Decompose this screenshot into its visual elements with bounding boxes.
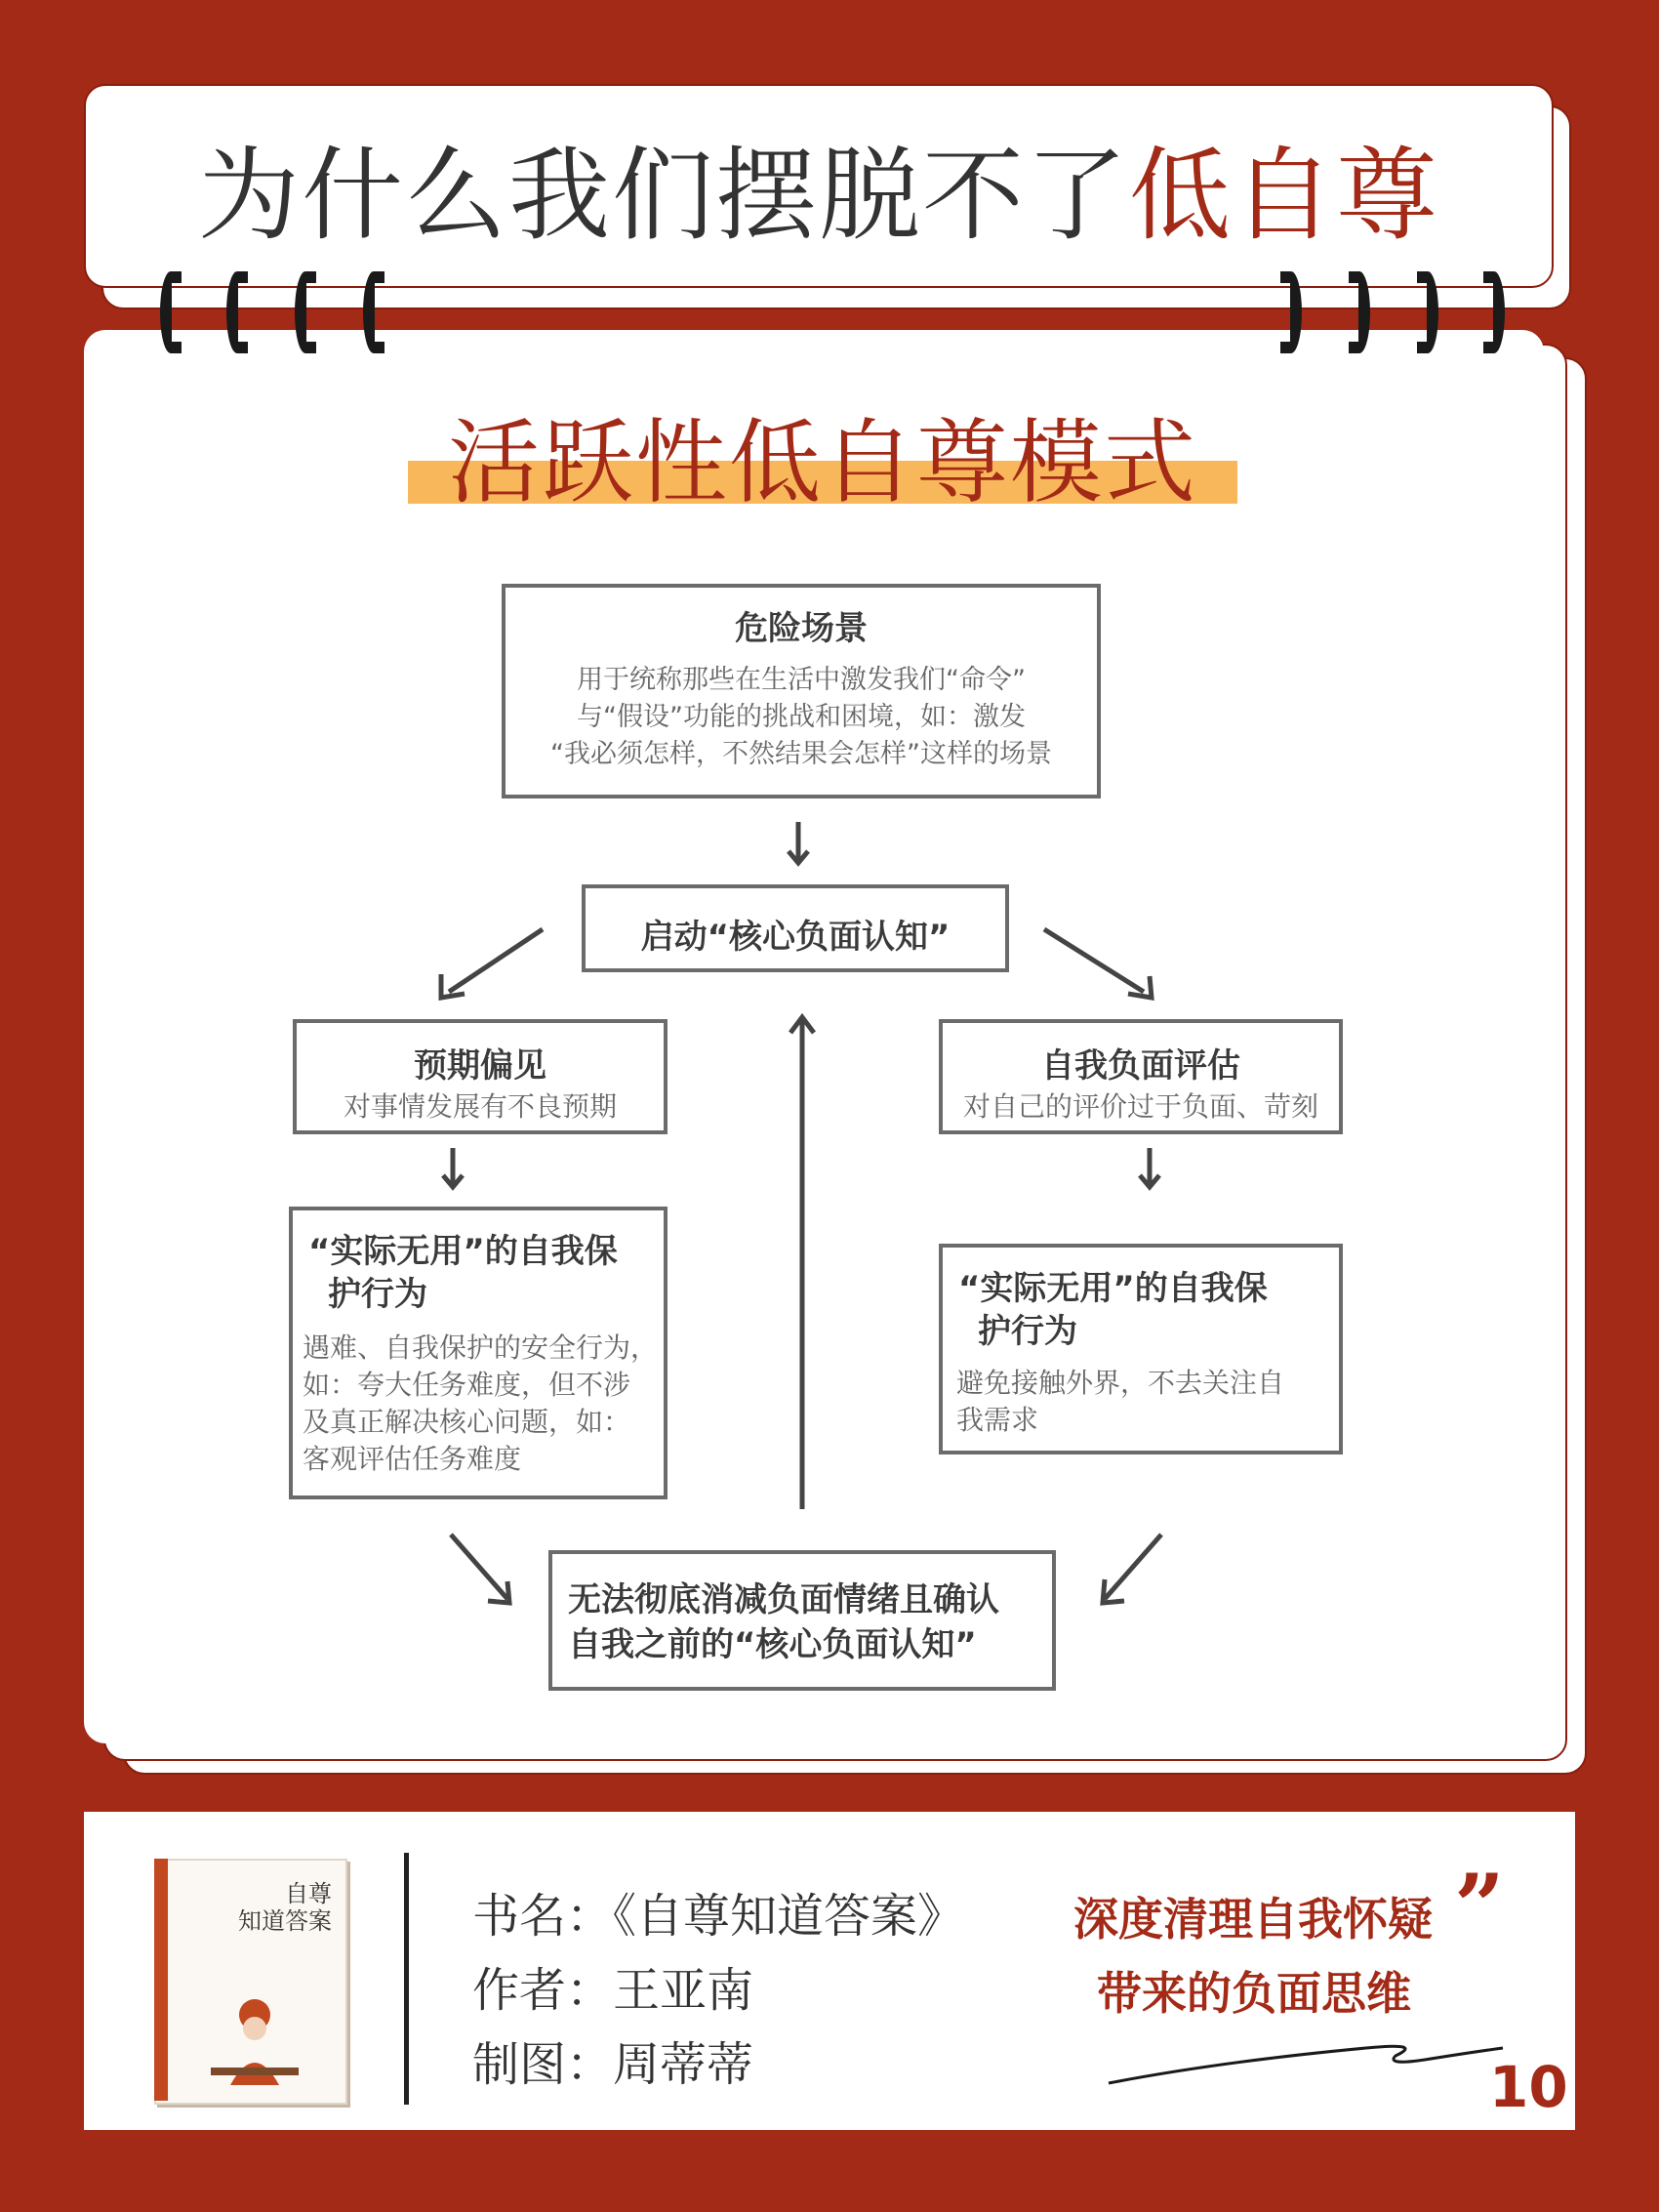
subtitle: 活跃性低自尊模式: [447, 410, 1197, 516]
box-bottom-confirm: [548, 1550, 1056, 1691]
box-danger-desc-line: 用于统称那些在生活中激发我们“命令”: [577, 665, 1026, 695]
box-danger-desc-line: “我必须怎样，不然结果会怎样”这样的场景: [550, 739, 1052, 769]
book-cover-title-line: 自尊: [285, 1880, 332, 1907]
box-danger-title: 危险场景: [735, 609, 868, 648]
book-author-line: 作者：王亚南: [472, 1963, 754, 2018]
page-number: 10: [1489, 2054, 1568, 2120]
title-main-text: 为什么我们摆脱不了: [197, 135, 1129, 255]
title-highlight-text: 低自尊: [1129, 135, 1440, 255]
arrow-core-to-right: [1044, 929, 1144, 992]
book-cover-spine: [154, 1859, 168, 2101]
quote-line-2: 带来的负面思维: [1097, 1967, 1411, 2020]
book-name-line: 书名：《自尊知道答案》: [472, 1889, 965, 1944]
box-core-cognition: [582, 884, 1009, 972]
book-chart-by-line: 制图：周蒂蒂: [472, 2037, 754, 2092]
book-cover-title: [215, 1880, 332, 1935]
box-self-negative-eval: [939, 1019, 1343, 1134]
vertical-divider: [404, 1853, 409, 2105]
box-core-title: 启动“核心负面认知”: [640, 918, 951, 957]
box-right2-title-line: “实际无用”的自我保: [958, 1269, 1268, 1308]
box-bottom-title-line: 自我之前的“核心负面认知”: [568, 1625, 977, 1664]
signature-swash: [1103, 2027, 1513, 2089]
box-right2-desc-line: 我需求: [956, 1404, 1039, 1436]
box-right1-title: 自我负面评估: [1041, 1046, 1240, 1086]
box-left1-title: 预期偏见: [414, 1046, 546, 1086]
box-left2-desc-line: 及真正解决核心问题，如：: [303, 1406, 631, 1438]
quote-line-1: 深度清理自我怀疑: [1073, 1893, 1433, 1946]
book-cover-title-line: 知道答案: [238, 1907, 332, 1935]
box-left2-desc-line: 如：夸大任务难度，但不涉: [303, 1369, 631, 1401]
box-expectation-bias: [293, 1019, 668, 1134]
box-useless-protection-right: [939, 1244, 1343, 1454]
quote-mark-icon: ”: [1454, 1855, 1505, 1958]
arrow-right2-to-bottom: [1105, 1535, 1161, 1599]
book-cover-illustration: [191, 1991, 318, 2089]
box-left2-title-line: 护行为: [328, 1275, 427, 1314]
box-left2-desc-line: 遇难、自我保护的安全行为，: [303, 1331, 659, 1364]
box-danger-desc-line: 与“假设”功能的挑战和困境，如：激发: [577, 702, 1026, 732]
box-right1-desc: 对自己的评价过于负面、苛刻: [962, 1090, 1318, 1123]
box-bottom-title-line: 无法彻底消减负面情绪且确认: [568, 1580, 999, 1619]
arrow-core-to-left: [449, 929, 543, 992]
box-left1-desc: 对事情发展有不良预期: [343, 1090, 617, 1123]
box-danger-scene: [502, 584, 1101, 799]
box-left2-title-line: “实际无用”的自我保: [308, 1232, 618, 1271]
box-right2-title-line: 护行为: [978, 1312, 1077, 1351]
arrow-left2-to-bottom: [451, 1535, 507, 1599]
box-left2-desc-line: 客观评估任务难度: [303, 1443, 522, 1475]
box-useless-protection-left: [289, 1207, 668, 1499]
box-right2-desc-line: 避免接触外界，不去关注自: [956, 1367, 1285, 1399]
